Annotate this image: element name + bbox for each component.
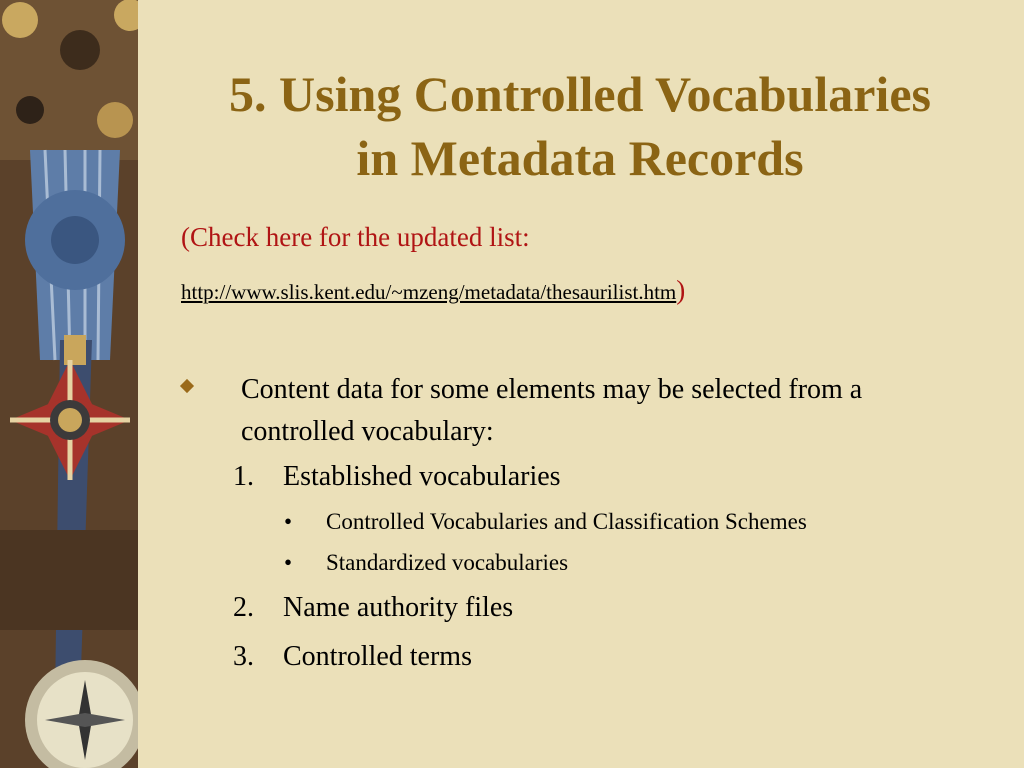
- url-line: [181, 275, 685, 306]
- item-number: 1.: [233, 461, 254, 492]
- thesauri-list-link[interactable]: http://www.slis.kent.edu/~mzeng/metadata/thesaurilist.htm: [181, 280, 677, 304]
- numbered-item: [233, 461, 561, 493]
- numbered-item: [233, 592, 513, 624]
- sub-bullet-item: [284, 550, 568, 576]
- sub-bullet-label: Controlled Vocabularies and Classification Schemes: [326, 509, 807, 534]
- sub-bullet-item: [284, 509, 807, 535]
- slide-title: [150, 62, 1010, 190]
- sub-bullet-label: Standardized vocabularies: [326, 550, 569, 575]
- title-line-2: in Metadata Records: [356, 130, 804, 186]
- check-note: (Check here for the updated list:: [181, 222, 530, 252]
- item-number: 2.: [233, 592, 254, 623]
- main-bullet-text: Content data for some elements may be selected from a controlled vocabulary:: [241, 374, 863, 447]
- numbered-item: [233, 641, 472, 673]
- item-label: Name authority files: [283, 592, 514, 623]
- bullet-dot: •: [284, 509, 293, 534]
- decorative-medal-image: [0, 0, 138, 768]
- item-label: Established vocabularies: [283, 461, 561, 492]
- close-paren: ): [676, 275, 686, 305]
- diamond-bullet-icon: [180, 379, 194, 393]
- item-number: 3.: [233, 641, 254, 672]
- bullet-dot: •: [284, 550, 293, 575]
- item-label: Controlled terms: [283, 641, 472, 672]
- title-line-1: 5. Using Controlled Vocabularies: [229, 66, 931, 122]
